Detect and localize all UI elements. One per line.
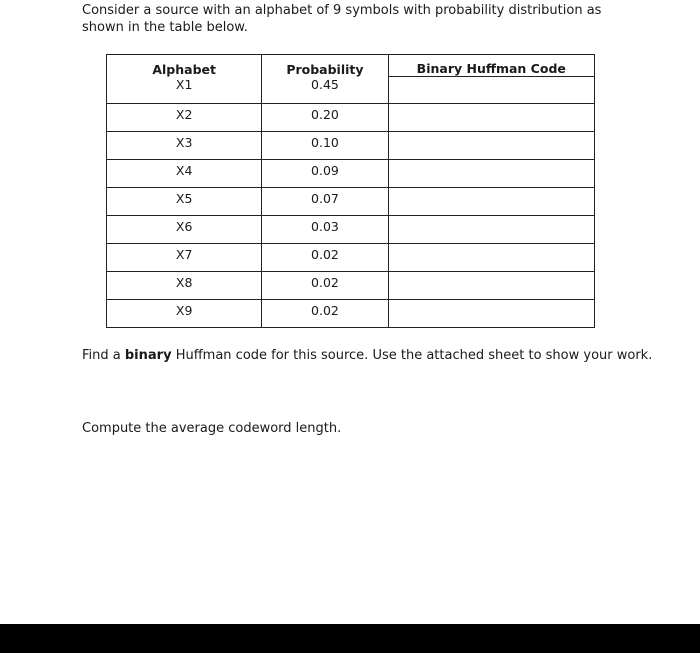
symbol-cell: X6 [107, 216, 262, 244]
symbol-cell: X7 [107, 244, 262, 272]
probability-table [106, 54, 595, 328]
bottom-black-bar [0, 624, 700, 653]
question-text-start: Find a [82, 348, 125, 363]
symbol-cell: X9 [107, 300, 262, 328]
probability-cell: 0.02 [262, 300, 388, 328]
symbol-cell: X5 [107, 188, 262, 216]
probability-cell: 0.10 [262, 132, 388, 160]
probability-cell: 0.09 [262, 160, 388, 188]
table-row [107, 132, 595, 160]
code-cell[interactable] [388, 272, 594, 300]
table-row [107, 188, 595, 216]
intro-text: Consider a source with an alphabet of 9 symbols with probability distribution as shown in the table below. [82, 3, 602, 35]
table-row [107, 244, 595, 272]
probability-cell: 0.02 [262, 244, 388, 272]
code-cell[interactable] [388, 104, 594, 132]
symbol-cell: X1 [107, 77, 262, 104]
symbol-cell: X3 [107, 132, 262, 160]
probability-cell: 0.45 [262, 77, 388, 104]
probability-cell: 0.02 [262, 272, 388, 300]
emphasis-binary: binary [124, 348, 172, 363]
code-cell[interactable] [388, 216, 594, 244]
code-cell[interactable] [388, 77, 594, 104]
code-cell[interactable] [388, 160, 594, 188]
table-row [107, 104, 595, 132]
probability-cell: 0.20 [262, 104, 388, 132]
question-text-end: Huffman code for this source. Use the attached sheet to show your work. [171, 348, 653, 363]
table-row [107, 216, 595, 244]
table-header-row [107, 55, 595, 77]
table-row [107, 77, 595, 104]
probability-cell: 0.03 [262, 216, 388, 244]
table-row [107, 300, 595, 328]
code-cell[interactable] [388, 244, 594, 272]
symbol-cell: X4 [107, 160, 262, 188]
header-alphabet: Alphabet [107, 55, 262, 77]
question-average-length: Compute the average codeword length. [82, 421, 342, 436]
code-cell[interactable] [388, 300, 594, 328]
table-row [107, 160, 595, 188]
header-probability: Probability [262, 55, 388, 77]
code-cell[interactable] [388, 188, 594, 216]
header-binary-huffman-code: Binary Huffman Code [388, 55, 594, 77]
code-cell[interactable] [388, 132, 594, 160]
probability-cell: 0.07 [262, 188, 388, 216]
symbol-cell: X2 [107, 104, 262, 132]
table-row [107, 272, 595, 300]
symbol-cell: X8 [107, 272, 262, 300]
question-huffman-code [82, 347, 652, 364]
